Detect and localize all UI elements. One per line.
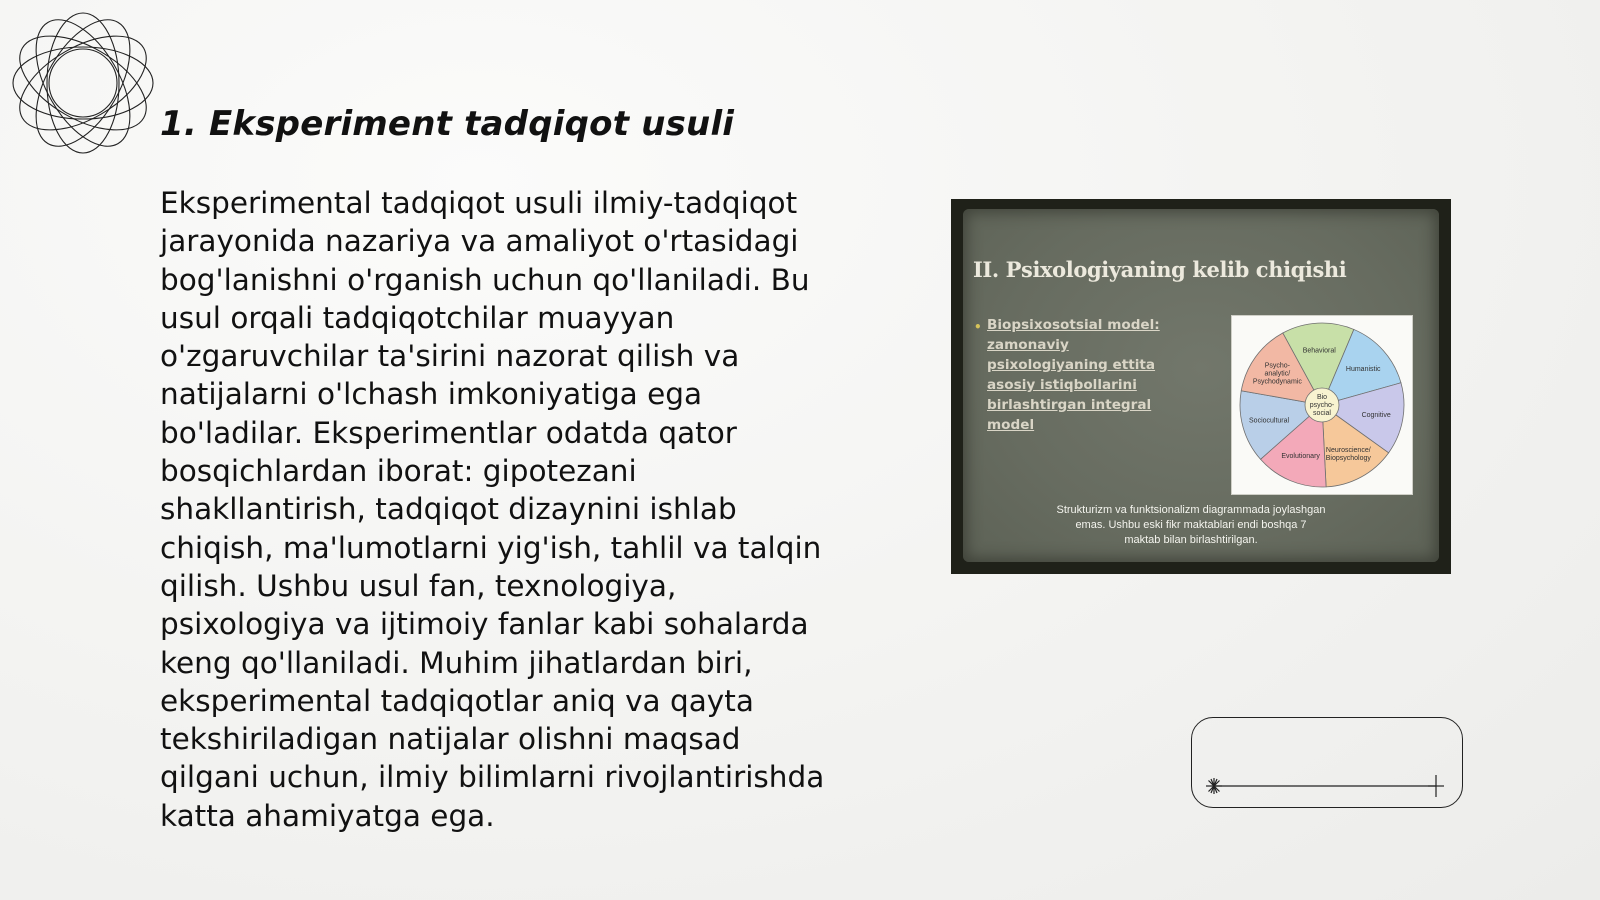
pie-slice-label: Cognitive: [1361, 412, 1391, 420]
slide-bullet-label: Biopsixosotsial model: zamonaviy psixologiyaning еttita asosiy istiqbollarini birlashtirgan integral model: [987, 317, 1160, 433]
pie-slice-label: Behavioral: [1302, 347, 1336, 355]
slide-title: II. Psixologiyaning kelib chiqishi: [973, 257, 1347, 282]
bullet-dot-icon: •: [974, 320, 982, 334]
frame-line-icon: [1192, 718, 1464, 809]
pie-center-label: Bio psycho-social: [1309, 394, 1335, 417]
body-paragraph: Eksperimental tadqiqot usuli ilmiy-tadqiqot jarayonida nazariya va amaliyot o'rtasidagi bog'lanishni o'rganish uchun qo'llaniladi. Bu usul orqali tadqiqotchilar muayyan o'zgaruvchilar ta'sirini nazorat qilish va natijalarni o'lchash imkoniyatiga ega bo'ladilar. Eksperimentlar odatda qator bosqichlardan iborat: gipotezani shakllantirish, tadqiqot dizaynini ishlab chiqish, ma'lumotlarni yig'ish, tahlil va talqin qilish. Ushbu usul fan, texnologiya, psixologiya va ijtimoiy fanlar kabi sohalarda keng qo'llaniladi. Muhim jihatlardan biri, eksperimental tadqiqotlar aniq va qayta tekshiriladigan natijalar olishni maqsad qilgani uchun, ilmiy bilimlarni rivojlantirishda katta ahamiyatga ega.: [160, 186, 825, 833]
sparkle-icon: [1428, 775, 1444, 797]
decorative-frame: [1191, 717, 1463, 808]
starburst-icon: [1206, 778, 1222, 794]
pie-slice-label: Psycho-analytic/ Psychodynamic: [1252, 362, 1302, 386]
psychology-perspectives-pie: [1232, 316, 1412, 494]
slide-image: [951, 199, 1451, 574]
pie-slice-label: Humanistic: [1345, 366, 1381, 374]
pie-slice-label: Neuroscience/ Biopsychology: [1325, 446, 1371, 462]
circle-ornament-icon: [10, 10, 156, 156]
slide-caption: Strukturizm va funktsionalizm diagrammada joylashgan emas. Ushbu eski fikr maktablari endi boshqa 7 maktab bilan birlashtirilgan.: [1056, 504, 1326, 546]
slide-bullet-text: [974, 315, 1179, 435]
pie-slice-label: Evolutionary: [1281, 453, 1320, 461]
pie-slice-label: Sociocultural: [1249, 417, 1290, 425]
page-title: 1. Eksperiment tadqiqot usuli: [160, 104, 735, 144]
pie-diagram-box: [1231, 315, 1413, 495]
